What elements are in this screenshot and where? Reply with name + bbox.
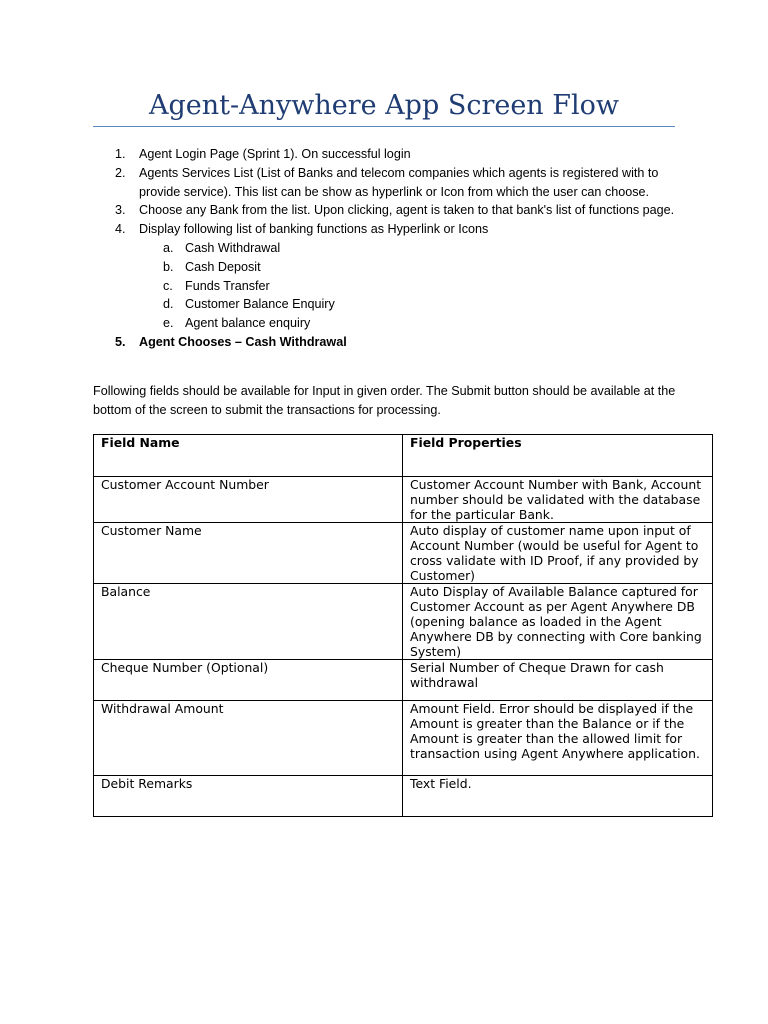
- table-header-row: [94, 435, 713, 477]
- step-item: [0, 220, 768, 239]
- document-title: Agent-Anywhere App Screen Flow: [148, 90, 620, 121]
- field-properties-cell: Customer Account Number with Bank, Account number should be validated with the database for the particular Bank.: [403, 477, 713, 523]
- banking-function-item: [0, 314, 768, 333]
- step-number: 4.: [115, 222, 126, 237]
- intro-paragraph: Following fields should be available for Input in given order. The Submit button should be available at the bottom of the screen to submit the transactions for processing.: [93, 384, 676, 417]
- field-properties-cell: Auto Display of Available Balance captured for Customer Account as per Agent Anywhere DB (opening balance as loaded in the Agent Anywhere DB by connecting with Core banking System): [403, 584, 713, 660]
- step-item: [0, 145, 768, 164]
- step-item: [0, 164, 768, 202]
- step-number: 2.: [115, 165, 126, 180]
- banking-function-item: [0, 258, 768, 277]
- table-row: [94, 584, 713, 660]
- step-number: 3.: [115, 203, 126, 218]
- table-row: [94, 477, 713, 523]
- table-row: [94, 523, 713, 584]
- sub-item-letter: e.: [163, 316, 174, 331]
- field-properties-cell: Serial Number of Cheque Drawn for cash withdrawal: [403, 660, 713, 701]
- banking-function-item: [0, 277, 768, 296]
- step-text: Agent Chooses – Cash Withdrawal: [139, 334, 347, 349]
- field-name-cell: Cheque Number (Optional): [94, 660, 403, 701]
- sub-item-letter: c.: [163, 278, 173, 293]
- field-properties-table: [93, 434, 713, 817]
- step-text: Display following list of banking functions as Hyperlink or Icons: [139, 222, 489, 237]
- step-number: 1.: [115, 147, 126, 161]
- field-properties-cell: Amount Field. Error should be displayed if the Amount is greater than the Balance or if the Amount is greater than the allowed limit for transaction using Agent Anywhere application.: [403, 701, 713, 776]
- table-row: [94, 701, 713, 776]
- step-text: Choose any Bank from the list. Upon clicking, agent is taken to that bank's list of functions page.: [139, 203, 675, 218]
- step-text: Agents Services List (List of Banks and telecom companies which agents is registered with to provide service). This list can be show as hyperlink or Icon from which the user can choose.: [139, 165, 659, 199]
- screen-flow-steps: [0, 145, 768, 352]
- field-name-cell: Debit Remarks: [94, 776, 403, 817]
- sub-item-letter: b.: [163, 259, 174, 274]
- banking-function-item: [0, 295, 768, 314]
- sub-item-text: Funds Transfer: [185, 278, 270, 293]
- step-item: [0, 201, 768, 220]
- field-properties-cell: Text Field.: [403, 776, 713, 817]
- step-number: 5.: [115, 334, 126, 349]
- sub-item-letter: d.: [163, 297, 174, 312]
- sub-item-text: Cash Withdrawal: [185, 240, 281, 255]
- column-header-field-properties: Field Properties: [403, 435, 713, 477]
- sub-item-letter: a.: [163, 240, 174, 255]
- field-name-cell: Customer Name: [94, 523, 403, 584]
- table-row: [94, 660, 713, 701]
- column-header-field-name: Field Name: [94, 435, 403, 477]
- sub-item-text: Customer Balance Enquiry: [185, 297, 335, 312]
- table-row: [94, 776, 713, 817]
- field-name-cell: Customer Account Number: [94, 477, 403, 523]
- field-name-cell: Withdrawal Amount: [94, 701, 403, 776]
- banking-function-item: [0, 239, 768, 258]
- sub-item-text: Cash Deposit: [185, 259, 261, 274]
- sub-item-text: Agent balance enquiry: [185, 316, 311, 331]
- step-item: [0, 333, 768, 352]
- step-text: Agent Login Page (Sprint 1). On successful login: [139, 147, 411, 161]
- field-properties-cell: Auto display of customer name upon input of Account Number (would be useful for Agent to cross validate with ID Proof, if any provided by Customer): [403, 523, 713, 584]
- field-name-cell: Balance: [94, 584, 403, 660]
- title-underline: [93, 126, 675, 127]
